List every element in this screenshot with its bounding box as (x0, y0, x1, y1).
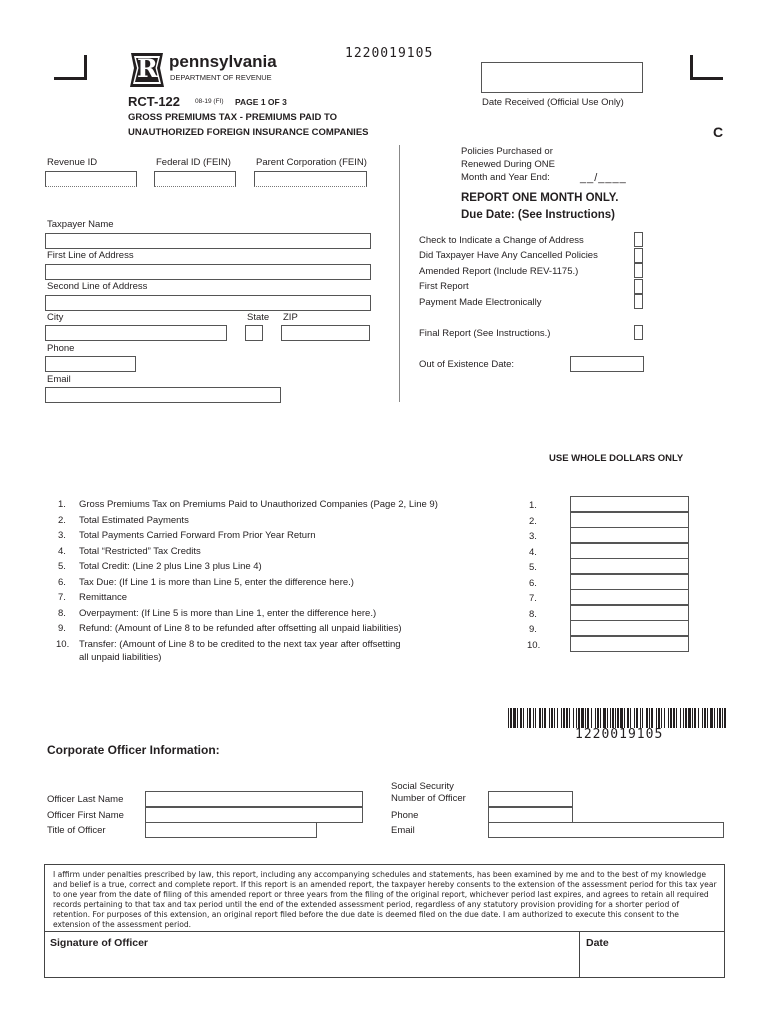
signature-label: Signature of Officer (50, 937, 149, 949)
checkbox-electronic[interactable] (634, 294, 643, 309)
city-input[interactable] (45, 325, 227, 341)
page-info: PAGE 1 OF 3 (235, 97, 287, 107)
ssn-input[interactable] (488, 791, 573, 807)
line-num: 9. (58, 623, 66, 634)
logo-letter: R (137, 54, 158, 83)
line-text: Tax Due: (If Line 1 is more than Line 5, enter the difference here.) (79, 577, 354, 588)
line-text: Remittance (79, 592, 128, 603)
revenue-id-input[interactable] (45, 171, 137, 187)
signature-field[interactable] (45, 952, 578, 977)
line-text-cont: all unpaid liabilities) (79, 652, 162, 663)
taxpayer-name-input[interactable] (45, 233, 371, 249)
line-ref: 2. (529, 516, 537, 527)
declaration-divider (44, 931, 725, 932)
line-4-input[interactable] (570, 543, 689, 559)
form-id: RCT-122 (128, 94, 181, 109)
line-6-input[interactable] (570, 574, 689, 590)
barcode-icon (508, 708, 727, 728)
state-input[interactable] (245, 325, 263, 341)
barcode-number: 1220019105 (345, 46, 434, 61)
address2-input[interactable] (45, 295, 371, 311)
line-text: Total “Restricted” Tax Credits (79, 546, 201, 557)
corner-mark-right (690, 55, 723, 80)
check-label-first-report: First Report (419, 281, 469, 292)
barcode2-number: 1220019105 (575, 727, 664, 742)
line-3-input[interactable] (570, 527, 689, 543)
final-report-label: Final Report (See Instructions.) (419, 328, 551, 339)
revenue-id-label: Revenue ID (47, 157, 98, 168)
policies-line3: Month and Year End: (461, 172, 550, 183)
federal-id-input[interactable] (154, 171, 236, 187)
line-ref: 3. (529, 531, 537, 542)
line-ref: 10. (527, 640, 541, 651)
line-ref: 9. (529, 624, 537, 635)
line-2-input[interactable] (570, 512, 689, 528)
zip-input[interactable] (281, 325, 370, 341)
zip-label: ZIP (283, 312, 298, 323)
due-date: Due Date: (See Instructions) (461, 209, 615, 221)
corner-mark-left (54, 55, 87, 80)
checkbox-cancelled-policies[interactable] (634, 248, 643, 263)
line-num: 4. (58, 546, 66, 557)
line-text: Gross Premiums Tax on Premiums Paid to Unauthorized Companies (Page 2, Line 9) (79, 499, 438, 510)
officer-title-label: Title of Officer (47, 825, 106, 836)
form-title-line1: GROSS PREMIUMS TAX - PREMIUMS PAID TO (128, 112, 338, 123)
line-num: 2. (58, 515, 66, 526)
phone-input[interactable] (45, 356, 136, 372)
email-input[interactable] (45, 387, 281, 403)
line-num: 6. (58, 577, 66, 588)
whole-dollars-note: USE WHOLE DOLLARS ONLY (549, 453, 684, 464)
line-num: 3. (58, 530, 66, 541)
officer-title-input[interactable] (145, 822, 317, 838)
line-ref: 5. (529, 562, 537, 573)
officer-email-input[interactable] (488, 822, 724, 838)
officer-first-name-label: Officer First Name (47, 810, 124, 821)
officer-phone-label: Phone (391, 810, 419, 821)
address1-input[interactable] (45, 264, 371, 280)
report-one-month: REPORT ONE MONTH ONLY. (461, 192, 619, 204)
logo-name: pennsylvania (169, 52, 277, 71)
parent-corp-input[interactable] (254, 171, 367, 187)
state-label: State (247, 312, 270, 323)
parent-corp-label: Parent Corporation (FEIN) (256, 157, 367, 168)
out-of-existence-input[interactable] (570, 356, 644, 372)
line-1-input[interactable] (570, 496, 689, 512)
address1-label: First Line of Address (47, 250, 134, 261)
line-ref: 4. (529, 547, 537, 558)
email-label: Email (47, 374, 71, 385)
line-5-input[interactable] (570, 558, 689, 574)
ssn-label-line1: Social Security (391, 781, 454, 792)
date-received-box (481, 62, 643, 93)
line-text: Total Estimated Payments (79, 515, 189, 526)
line-7-input[interactable] (570, 589, 689, 605)
logo-subtitle: DEPARTMENT OF REVENUE (170, 73, 272, 82)
checkbox-change-address[interactable] (634, 232, 643, 247)
officer-heading: Corporate Officer Information: (47, 743, 220, 757)
form-title-line2: UNAUTHORIZED FOREIGN INSURANCE COMPANIES (128, 127, 369, 138)
line-num: 1. (58, 499, 66, 510)
line-text: Overpayment: (If Line 5 is more than Line 1, enter the difference here.) (79, 608, 377, 619)
line-text: Total Credit: (Line 2 plus Line 3 plus Line 4) (79, 561, 262, 572)
check-label-amended: Amended Report (Include REV-1175.) (419, 266, 579, 277)
line-text: Transfer: (Amount of Line 8 to be credited to the next tax year after offsetting (79, 639, 401, 650)
line-ref: 7. (529, 593, 537, 604)
phone-label: Phone (47, 343, 75, 354)
checkbox-amended[interactable] (634, 263, 643, 278)
address2-label: Second Line of Address (47, 281, 148, 292)
line-num: 5. (58, 561, 66, 572)
checkbox-first-report[interactable] (634, 279, 643, 294)
policies-line2: Renewed During ONE (461, 159, 555, 170)
line-num: 8. (58, 608, 66, 619)
line-9-input[interactable] (570, 620, 689, 636)
line-10-input[interactable] (570, 636, 689, 652)
date-label: Date (586, 937, 609, 949)
officer-email-label: Email (391, 825, 415, 836)
officer-last-name-label: Officer Last Name (47, 794, 124, 805)
date-received-label: Date Received (Official Use Only) (482, 97, 624, 108)
out-of-existence-label: Out of Existence Date: (419, 359, 515, 370)
line-ref: 6. (529, 578, 537, 589)
check-label-change-address: Check to Indicate a Change of Address (419, 235, 584, 246)
taxpayer-name-label: Taxpayer Name (47, 219, 114, 230)
check-label-electronic: Payment Made Electronically (419, 297, 542, 308)
city-label: City (47, 312, 64, 323)
declaration-text: I affirm under penalties prescribed by law, this report, including any accompanying schedules and statements, has been examined by me and to the best of my knowledge and belief is a true, correct and complete report. If this report is an amended report, the taxpayer hereby consents to the extension of the assessment period for this tax year to one year from the date of filing of this amended report or three years from the filing of the original report, whichever period last expires, and agrees to retain all required records pertaining to that tax and tax period until the end of the extended assessment period, regardless of any statutory provision providing for a shorter period of retention. For purposes of this extension, an original report filed before the due date is deemed filed on the due date. I am authorized to execute this consent to the extension of the assessment period. (53, 870, 717, 929)
line-8-input[interactable] (570, 605, 689, 621)
officer-last-name-input[interactable] (145, 791, 363, 807)
line-ref: 1. (529, 500, 537, 511)
policies-date-field[interactable]: __/____ (580, 172, 627, 184)
federal-id-label: Federal ID (FEIN) (156, 157, 231, 168)
officer-first-name-input[interactable] (145, 807, 363, 823)
policies-line1: Policies Purchased or (461, 146, 553, 157)
officer-phone-input[interactable] (488, 807, 573, 823)
line-text: Total Payments Carried Forward From Prior Year Return (79, 530, 316, 541)
section-divider (399, 145, 400, 402)
line-text: Refund: (Amount of Line 8 to be refunded after offsetting all unpaid liabilities) (79, 623, 402, 634)
line-num: 10. (56, 639, 70, 650)
form-version: 08-19 (FI) (195, 98, 224, 105)
ssn-label-line2: Number of Officer (391, 793, 466, 804)
date-field[interactable] (580, 952, 724, 977)
line-num: 7. (58, 592, 66, 603)
check-label-cancelled-policies: Did Taxpayer Have Any Cancelled Policies (419, 250, 598, 261)
corner-letter: C (713, 124, 724, 140)
checkbox-final-report[interactable] (634, 325, 643, 340)
line-ref: 8. (529, 609, 537, 620)
